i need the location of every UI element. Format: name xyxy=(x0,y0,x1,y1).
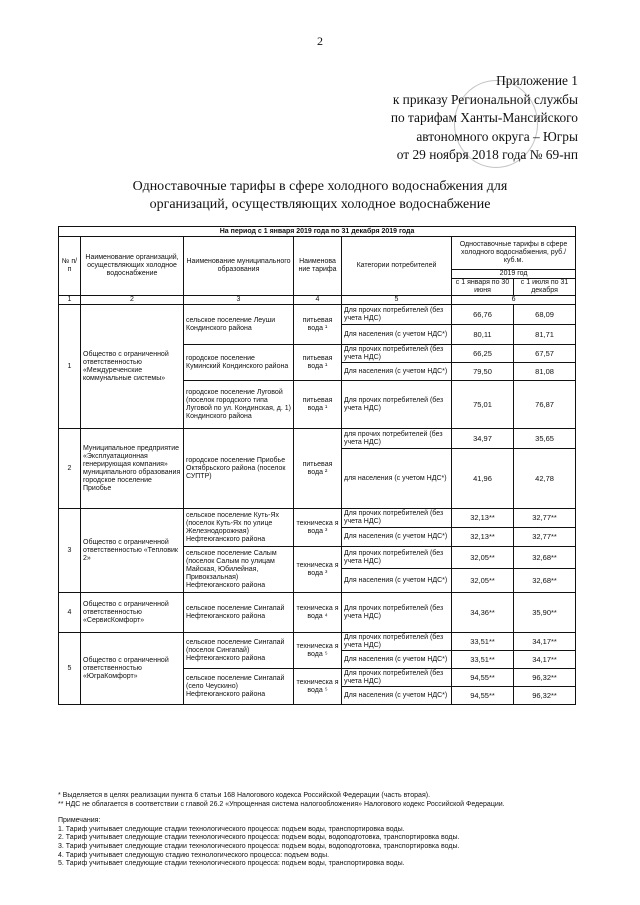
tariff-name: техническа я вода ³ xyxy=(294,547,342,593)
consumer-category: Для прочих потребителей (без учета НДС) xyxy=(342,345,452,363)
note-item: 2. Тариф учитывает следующие стадии технологического процесса: подъем воды, водоподготовка, транспортировка воды. xyxy=(58,834,460,842)
tariff-value-h1: 79,50 xyxy=(452,363,514,381)
appendix-line-2: к приказу Региональной службы xyxy=(392,91,578,107)
tariff-name: техническа я вода ³ xyxy=(294,509,342,547)
note-item: 4. Тариф учитывает следующую стадию технологического процесса: подъем воды. xyxy=(58,851,330,859)
tariff-value-h2: 76,87 xyxy=(514,381,576,429)
consumer-category: Для прочих потребителей (без учета НДС) xyxy=(342,509,452,528)
row-num: 4 xyxy=(59,593,81,633)
col-number: 5 xyxy=(342,296,452,305)
consumer-category: Для населения (с учетом НДС*) xyxy=(342,687,452,705)
tariff-value-h2: 34,17** xyxy=(514,633,576,651)
tariff-value-h1: 34,97 xyxy=(452,429,514,449)
tariff-name: питьевая вода ² xyxy=(294,429,342,509)
tariff-value-h2: 96,32** xyxy=(514,687,576,705)
header-municipality: Наименование муниципального образования xyxy=(184,237,294,296)
footnotes-block xyxy=(58,792,578,869)
header-period-1: с 1 января по 30 июня xyxy=(452,279,514,296)
period-header: На период с 1 января 2019 года по 31 декабря 2019 года xyxy=(59,227,576,237)
header-category: Категории потребителей xyxy=(342,237,452,296)
note-item: 3. Тариф учитывает следующие стадии технологического процесса: подъем воды, водоподготовка, транспортировка воды. xyxy=(58,842,460,850)
tariff-value-h2: 32,77** xyxy=(514,509,576,528)
consumer-category: Для прочих потребителей (без учета НДС) xyxy=(342,593,452,633)
consumer-category: Для населения (с учетом НДС*) xyxy=(342,528,452,547)
tariff-value-h2: 81,08 xyxy=(514,363,576,381)
table-row xyxy=(59,429,576,449)
tariff-name: питьевая вода ¹ xyxy=(294,345,342,381)
consumer-category: для населения (с учетом НДС*) xyxy=(342,449,452,509)
appendix-line-4: автономного округа – Югры xyxy=(416,128,578,144)
org-name: Общество с ограниченной ответственностью «ЮграКомфорт» xyxy=(81,633,184,705)
tariff-name: питьевая вода ¹ xyxy=(294,305,342,345)
col-number: 6 xyxy=(452,296,576,305)
municipality: городское поселение Луговой (поселок городского типа Луговой по ул. Кондинская, д. 1) Кондинского района xyxy=(184,381,294,429)
tariff-value-h2: 67,57 xyxy=(514,345,576,363)
org-name: Общество с ограниченной ответственностью «Тепловик 2» xyxy=(81,509,184,593)
table-row xyxy=(59,633,576,651)
tariff-value-h2: 34,17** xyxy=(514,651,576,669)
consumer-category: Для прочих потребителей (без учета НДС) xyxy=(342,547,452,569)
col-number: 3 xyxy=(184,296,294,305)
tariff-value-h1: 32,05** xyxy=(452,569,514,593)
header-org: Наименование организаций, осуществляющих холодное водоснабжение xyxy=(81,237,184,296)
row-num: 5 xyxy=(59,633,81,705)
tariff-value-h2: 32,68** xyxy=(514,547,576,569)
tariff-value-h2: 68,09 xyxy=(514,305,576,325)
consumer-category: Для прочих потребителей (без учета НДС) xyxy=(342,669,452,687)
tariff-value-h2: 81,71 xyxy=(514,325,576,345)
municipality: городское поселение Куминский Кондинского района xyxy=(184,345,294,381)
tariff-value-h1: 94,55** xyxy=(452,687,514,705)
municipality: сельское поселение Сингапай (поселок Сингапай) Нефтеюганского района xyxy=(184,633,294,669)
appendix-line-3: по тарифам Ханты-Мансийского xyxy=(390,110,578,125)
tariff-value-h2: 32,77** xyxy=(514,528,576,547)
municipality: сельское поселение Сингапай (село Чеускино) Нефтеюганского района xyxy=(184,669,294,705)
org-name: Общество с ограниченной ответственностью «Междуреченские коммунальные системы» xyxy=(81,305,184,429)
notes-heading: Примечания: xyxy=(58,817,101,825)
footnote-vat: * Выделяется в целях реализации пункта 6 статьи 168 Налогового кодекса Российской Федерации (часть вторая). xyxy=(58,792,431,799)
consumer-category: Для населения (с учетом НДС*) xyxy=(342,651,452,669)
page-number: 2 xyxy=(317,34,323,48)
tariff-name: питьевая вода ¹ xyxy=(294,381,342,429)
consumer-category: Для прочих потребителей (без учета НДС) xyxy=(342,381,452,429)
row-num: 2 xyxy=(59,429,81,509)
municipality: сельское поселение Салым (поселок Салым по улицам Майская, Юбилейная, Привокзальная) Нефтеюганского района xyxy=(184,547,294,593)
title-line-2: организаций, осуществляющих холодное водоснабжение xyxy=(149,197,491,212)
table-row xyxy=(59,509,576,528)
table-row xyxy=(59,305,576,325)
header-tariffs: Одноставочные тарифы в сфере холодного водоснабжения, руб./куб.м. xyxy=(452,237,576,270)
tariff-value-h1: 66,25 xyxy=(452,345,514,363)
col-number: 1 xyxy=(59,296,81,305)
appendix-block xyxy=(391,72,578,165)
table-row xyxy=(59,593,576,633)
consumer-category: Для прочих потребителей (без учета НДС) xyxy=(342,633,452,651)
municipality: городское поселение Приобье Октябрьского района (поселок СУПТР) xyxy=(184,429,294,509)
appendix-line-1: Приложение 1 xyxy=(496,73,578,88)
tariff-value-h1: 32,13** xyxy=(452,509,514,528)
org-name: Муниципальное предприятие «Эксплуатационная генерирующая компания» муниципального образования городское поселение Приобье xyxy=(81,429,184,509)
tariff-value-h1: 94,55** xyxy=(452,669,514,687)
row-num: 3 xyxy=(59,509,81,593)
tariff-table xyxy=(58,226,576,705)
tariff-value-h1: 33,51** xyxy=(452,651,514,669)
appendix-line-5: от 29 ноября 2018 года № 69-нп xyxy=(396,147,578,162)
tariff-value-h2: 35,90** xyxy=(514,593,576,633)
tariff-value-h2: 32,68** xyxy=(514,569,576,593)
municipality: сельское поселение Леуши Кондинского района xyxy=(184,305,294,345)
tariff-name: техническа я вода ⁵ xyxy=(294,633,342,669)
consumer-category: Для населения (с учетом НДС*) xyxy=(342,569,452,593)
consumer-category: Для населения (с учетом НДС*) xyxy=(342,325,452,345)
header-tariff-name: Наименова ние тарифа xyxy=(294,237,342,296)
col-number: 2 xyxy=(81,296,184,305)
header-num: № п/п xyxy=(59,237,81,296)
tariff-name: техническа я вода ⁴ xyxy=(294,593,342,633)
municipality: сельское поселение Куть-Ях (поселок Куть-Ях по улице Железнодорожная) Нефтеюганского района xyxy=(184,509,294,547)
consumer-category: для прочих потребителей (без учета НДС) xyxy=(342,429,452,449)
tariff-value-h1: 33,51** xyxy=(452,633,514,651)
header-year: 2019 год xyxy=(452,270,576,279)
footnote-no-vat: ** НДС не облагается в соответствии с главой 26.2 «Упрощенная система налогообложения» Налогового кодекс Российской Федерации. xyxy=(58,800,505,808)
tariff-value-h1: 66,76 xyxy=(452,305,514,325)
org-name: Общество с ограниченной ответственностью «СервисКомфорт» xyxy=(81,593,184,633)
municipality: сельское поселение Сингапай Нефтеюганского района xyxy=(184,593,294,633)
tariff-name: техническа я вода ⁵ xyxy=(294,669,342,705)
tariff-value-h1: 80,11 xyxy=(452,325,514,345)
tariff-value-h1: 41,96 xyxy=(452,449,514,509)
document-title xyxy=(60,178,580,214)
tariff-value-h1: 75,01 xyxy=(452,381,514,429)
note-item: 1. Тариф учитывает следующие стадии технологического процесса: подъем воды, транспортировка воды. xyxy=(58,825,405,833)
consumer-category: Для прочих потребителей (без учета НДС) xyxy=(342,305,452,325)
consumer-category: Для населения (с учетом НДС*) xyxy=(342,363,452,381)
tariff-value-h2: 96,32** xyxy=(514,669,576,687)
header-period-2: с 1 июля по 31 декабря xyxy=(514,279,576,296)
tariff-value-h1: 34,36** xyxy=(452,593,514,633)
row-num: 1 xyxy=(59,305,81,429)
tariff-value-h1: 32,13** xyxy=(452,528,514,547)
title-line-1: Одноставочные тарифы в сфере холодного водоснабжения для xyxy=(132,179,508,194)
tariff-table-wrapper xyxy=(58,226,575,705)
note-item: 5. Тариф учитывает следующие стадии технологического процесса: подъем воды, транспортировка воды. xyxy=(58,860,405,868)
tariff-value-h2: 35,65 xyxy=(514,429,576,449)
tariff-value-h2: 42,78 xyxy=(514,449,576,509)
col-number: 4 xyxy=(294,296,342,305)
tariff-value-h1: 32,05** xyxy=(452,547,514,569)
